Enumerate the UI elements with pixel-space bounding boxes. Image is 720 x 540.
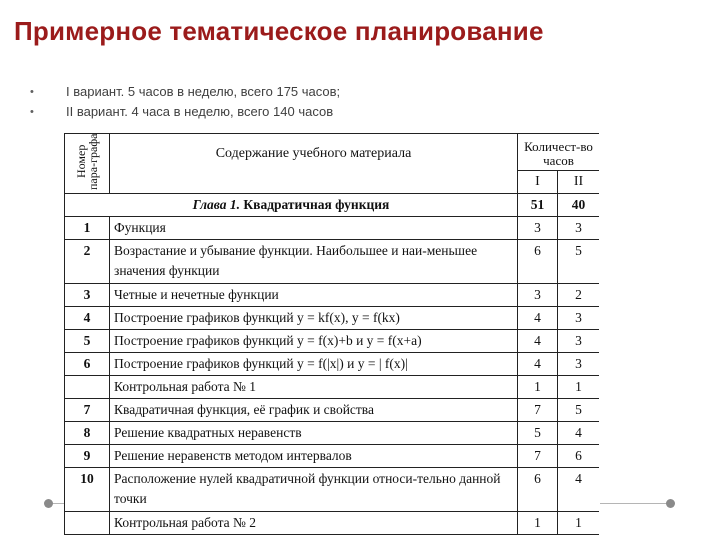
row-hours-ii: 4 bbox=[558, 468, 600, 512]
table-row bbox=[65, 422, 600, 445]
table-row bbox=[65, 353, 600, 376]
row-hours-ii: 4 bbox=[558, 422, 600, 445]
plan-table bbox=[64, 133, 599, 535]
row-hours-i: 3 bbox=[518, 284, 558, 307]
row-content: Расположение нулей квадратичной функции относи-тельно данной точки bbox=[110, 468, 518, 512]
chapter-hours-ii: 40 bbox=[558, 194, 600, 217]
row-number bbox=[65, 512, 110, 535]
decor-dot-right bbox=[666, 499, 675, 508]
row-content: Квадратичная функция, её график и свойства bbox=[110, 399, 518, 422]
row-number: 3 bbox=[65, 284, 110, 307]
table-header-row bbox=[65, 134, 600, 171]
bullet-text: I вариант. 5 часов в неделю, всего 175 часов; bbox=[66, 84, 341, 99]
row-hours-ii: 6 bbox=[558, 445, 600, 468]
row-content: Построение графиков функций y = f(|x|) и y = | f(x)| bbox=[110, 353, 518, 376]
row-hours-i: 1 bbox=[518, 376, 558, 399]
table-row bbox=[65, 307, 600, 330]
header-hours: Количест-во часов bbox=[518, 134, 600, 171]
row-hours-ii: 2 bbox=[558, 284, 600, 307]
row-content: Построение графиков функций y = kf(x), y = f(kx) bbox=[110, 307, 518, 330]
row-number: 6 bbox=[65, 353, 110, 376]
bullet-item bbox=[30, 82, 340, 102]
row-content: Функция bbox=[110, 217, 518, 240]
bullet-list bbox=[30, 82, 340, 122]
row-content: Контрольная работа № 2 bbox=[110, 512, 518, 535]
row-hours-i: 4 bbox=[518, 307, 558, 330]
decor-line-right bbox=[600, 503, 670, 504]
table-body bbox=[65, 217, 600, 535]
row-hours-ii: 3 bbox=[558, 307, 600, 330]
table-row bbox=[65, 284, 600, 307]
header-variant-i: I bbox=[518, 171, 558, 194]
row-hours-i: 6 bbox=[518, 240, 558, 284]
row-hours-ii: 5 bbox=[558, 399, 600, 422]
bullet-text: II вариант. 4 часа в неделю, всего 140 часов bbox=[66, 104, 334, 119]
header-number: Номер пара-графа bbox=[65, 134, 110, 194]
row-content: Возрастание и убывание функции. Наибольшее и наи-меньшее значения функции bbox=[110, 240, 518, 284]
table-row bbox=[65, 445, 600, 468]
row-hours-ii: 3 bbox=[558, 330, 600, 353]
row-number: 8 bbox=[65, 422, 110, 445]
row-number: 7 bbox=[65, 399, 110, 422]
row-hours-i: 5 bbox=[518, 422, 558, 445]
row-content: Решение квадратных неравенств bbox=[110, 422, 518, 445]
table-row bbox=[65, 240, 600, 284]
chapter-title: Глава 1. Квадратичная функция bbox=[65, 194, 518, 217]
chapter-row bbox=[65, 194, 600, 217]
plan-table-image bbox=[64, 133, 599, 540]
row-number: 5 bbox=[65, 330, 110, 353]
row-number: 9 bbox=[65, 445, 110, 468]
row-number bbox=[65, 376, 110, 399]
row-number: 4 bbox=[65, 307, 110, 330]
header-variant-ii: II bbox=[558, 171, 600, 194]
row-hours-i: 6 bbox=[518, 468, 558, 512]
bullet-item bbox=[30, 102, 340, 122]
table-row bbox=[65, 512, 600, 535]
row-hours-i: 3 bbox=[518, 217, 558, 240]
row-content: Четные и нечетные функции bbox=[110, 284, 518, 307]
decor-dot-left bbox=[44, 499, 53, 508]
row-hours-i: 4 bbox=[518, 330, 558, 353]
table-row bbox=[65, 399, 600, 422]
chapter-hours-i: 51 bbox=[518, 194, 558, 217]
table-row bbox=[65, 468, 600, 512]
row-content: Контрольная работа № 1 bbox=[110, 376, 518, 399]
row-number: 10 bbox=[65, 468, 110, 512]
bullet-dot-icon: • bbox=[30, 86, 34, 98]
decor-line-left bbox=[52, 503, 64, 504]
row-hours-ii: 5 bbox=[558, 240, 600, 284]
row-hours-i: 7 bbox=[518, 399, 558, 422]
table-row bbox=[65, 376, 600, 399]
table-row bbox=[65, 217, 600, 240]
row-content: Построение графиков функций y = f(x)+b и y = f(x+a) bbox=[110, 330, 518, 353]
row-hours-i: 4 bbox=[518, 353, 558, 376]
row-hours-ii: 1 bbox=[558, 512, 600, 535]
table-row bbox=[65, 330, 600, 353]
row-hours-i: 1 bbox=[518, 512, 558, 535]
row-hours-ii: 3 bbox=[558, 217, 600, 240]
row-content: Решение неравенств методом интервалов bbox=[110, 445, 518, 468]
row-number: 2 bbox=[65, 240, 110, 284]
bullet-dot-icon: • bbox=[30, 106, 34, 118]
row-hours-ii: 1 bbox=[558, 376, 600, 399]
row-hours-ii: 3 bbox=[558, 353, 600, 376]
row-number: 1 bbox=[65, 217, 110, 240]
row-hours-i: 7 bbox=[518, 445, 558, 468]
slide-title: Примерное тематическое планирование bbox=[14, 16, 544, 46]
header-content: Содержание учебного материала bbox=[110, 134, 518, 194]
